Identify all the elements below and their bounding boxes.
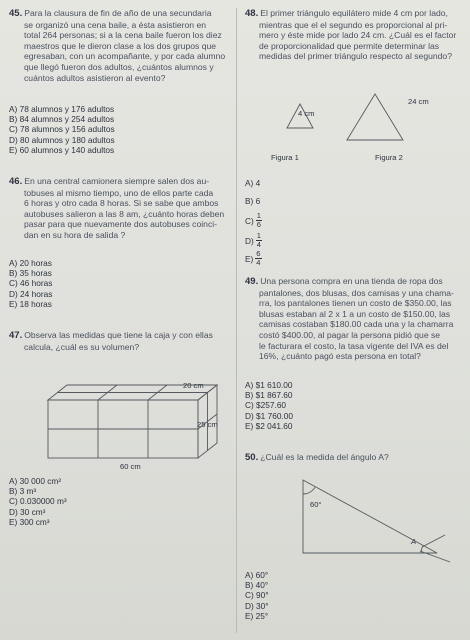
numerator: 1 <box>256 231 261 240</box>
question-text-line: autobuses salieron a las 8 am, ¿cuánto horas deben <box>24 208 225 219</box>
option-label: C) <box>245 215 254 226</box>
question-text-line: que llegó fueron dos adultos, ¿cuántos alumnos y <box>24 61 214 72</box>
large-triangle-label: 24 cm <box>408 97 429 106</box>
question-text-line: ¿Cuál es la medida del ángulo A? <box>260 452 389 462</box>
denominator: 4 <box>256 258 261 267</box>
question-text-line: mientras que el el segundo es proporcional al pri- <box>259 19 448 30</box>
answer-option[interactable]: D) 80 alumnos y 180 adultos <box>9 134 115 145</box>
question-text-line: dan en su hora de salida ? <box>24 229 126 240</box>
question-text-line: egresaban, con un acompañante, y por cada alumno <box>24 51 226 62</box>
answer-option[interactable]: D) $1 760.00 <box>245 410 293 421</box>
angle-60-label: 60° <box>310 500 322 509</box>
question-text-line: pantalones, dos blusas, dos camisas y una chama- <box>259 287 454 298</box>
answer-option[interactable]: B) $1 867.60 <box>245 390 293 401</box>
question-text-line: se organizó una cena baile, a ésta asistieron en <box>24 19 207 30</box>
answer-option[interactable]: B) 40° <box>245 580 269 591</box>
question-text-line: Para la clausura de fin de año de una secundaria <box>24 8 212 18</box>
question-text-line: le facturara el costo, la tasa vigente del IVA es del <box>259 340 449 351</box>
option-label: E) <box>245 253 254 264</box>
question-text-line: Observa las medidas que tiene la caja y con ellas <box>24 330 213 340</box>
question-text-line: rra, los pantalones tienen un costo de $350.00, las <box>259 298 452 309</box>
question-text-line: calcula, ¿cuál es su volumen? <box>24 341 140 352</box>
answer-option[interactable]: E) 18 horas <box>9 298 52 309</box>
option-label: D) <box>245 235 254 246</box>
question-text-line: total 264 personas; si a la cena baile fueron los diez <box>24 30 222 41</box>
answer-option[interactable]: D) 30 cm³ <box>9 506 46 517</box>
answer-option[interactable]: A) 60° <box>245 570 269 580</box>
answer-option[interactable]: C) 78 alumnos y 156 adultos <box>9 124 115 135</box>
answer-option[interactable]: E) 60 alumnos y 140 adultos <box>9 144 115 155</box>
question-text-line: mero y éste mide por lado 24 cm. ¿Cuál es el factor <box>259 30 457 41</box>
question-text-line: 6 horas y otro cada 8 horas. Si se sabe que ambos <box>24 198 219 209</box>
answer-option[interactable]: A) 30 000 cm² <box>9 476 62 486</box>
question-text-line: pasar para que nuevamente dos autobuses coinci- <box>24 219 218 230</box>
answer-option[interactable]: B) 3 m³ <box>9 486 37 497</box>
answer-option[interactable]: E) $2 041.60 <box>245 420 293 431</box>
answer-option[interactable]: B) 84 alumnos y 254 adultos <box>9 114 115 125</box>
question-text-line: En una central camionera siempre salen dos au- <box>24 176 210 186</box>
question-text-line: El primer triángulo equilátero mide 4 cm por lado, <box>260 8 448 18</box>
question-number: 48. <box>245 8 259 19</box>
question-number: 47. <box>9 330 23 341</box>
question-text-line: maestros que le dieron clase a los dos grupos que <box>24 40 217 51</box>
small-triangle-label: 4 cm <box>298 109 315 118</box>
angle-a-label: A <box>411 537 417 546</box>
answer-options-50 <box>245 570 269 621</box>
box-top-label: 20 cm <box>183 381 204 390</box>
question-number: 46. <box>9 176 23 187</box>
question-text-line: de proporcionalidad que permite determinar las <box>259 40 440 51</box>
box-bottom-label: 60 cm <box>120 462 141 471</box>
numerator: 6 <box>256 249 261 258</box>
answer-option[interactable]: C) 0.030000 m³ <box>9 496 67 507</box>
option-label: A) 4 <box>245 178 261 188</box>
question-text-line: camisas costaban $180.00 cada una y la chamarra <box>259 319 454 330</box>
answer-option[interactable]: E) 25° <box>245 610 269 621</box>
box-right-label: 25 cm <box>197 420 218 429</box>
figure-1-caption: Figura 1 <box>271 153 299 162</box>
answer-option[interactable]: A) 78 alumnos y 176 adultos <box>9 104 115 114</box>
option-label: B) 6 <box>245 196 261 206</box>
question-text-line: medidas del primer triángulo respecto al segundo? <box>259 51 452 62</box>
question-number: 49. <box>245 276 259 287</box>
answer-option[interactable]: D) 24 horas <box>9 288 53 299</box>
answer-option[interactable]: A) 20 horas <box>9 258 52 268</box>
question-text-line: cuántos adultos asistieron al evento? <box>24 72 166 83</box>
denominator: 6 <box>256 220 261 229</box>
answer-option[interactable]: B) 35 horas <box>9 268 52 279</box>
question-text-line: Una persona compra en una tienda de ropa dos <box>260 276 443 286</box>
question-text-line: blusas estaban al 2 x 1 a un costo de $150.00, las <box>259 308 451 319</box>
numerator: 1 <box>256 211 261 220</box>
figure-2-caption: Figura 2 <box>375 153 403 162</box>
question-number: 50. <box>245 452 259 463</box>
answer-option[interactable]: C) $257.60 <box>245 400 287 411</box>
question-number: 45. <box>9 8 23 19</box>
answer-option[interactable]: C) 46 horas <box>9 278 53 289</box>
answer-option[interactable]: A) $1 610.00 <box>245 380 293 390</box>
question-text-line: costó $400.00, al pagar la persona pidió que se <box>259 329 441 340</box>
answer-option[interactable]: E) 300 cm³ <box>9 516 50 527</box>
answer-option[interactable]: D) 30° <box>245 600 269 611</box>
question-text-line: tobuses al mismo tiempo, uno de ellos parte cada <box>24 187 214 198</box>
denominator: 4 <box>256 240 261 249</box>
question-text-line: 16%, ¿cuánto pagó esta persona en total? <box>259 351 421 362</box>
answer-option[interactable]: C) 90° <box>245 590 269 601</box>
